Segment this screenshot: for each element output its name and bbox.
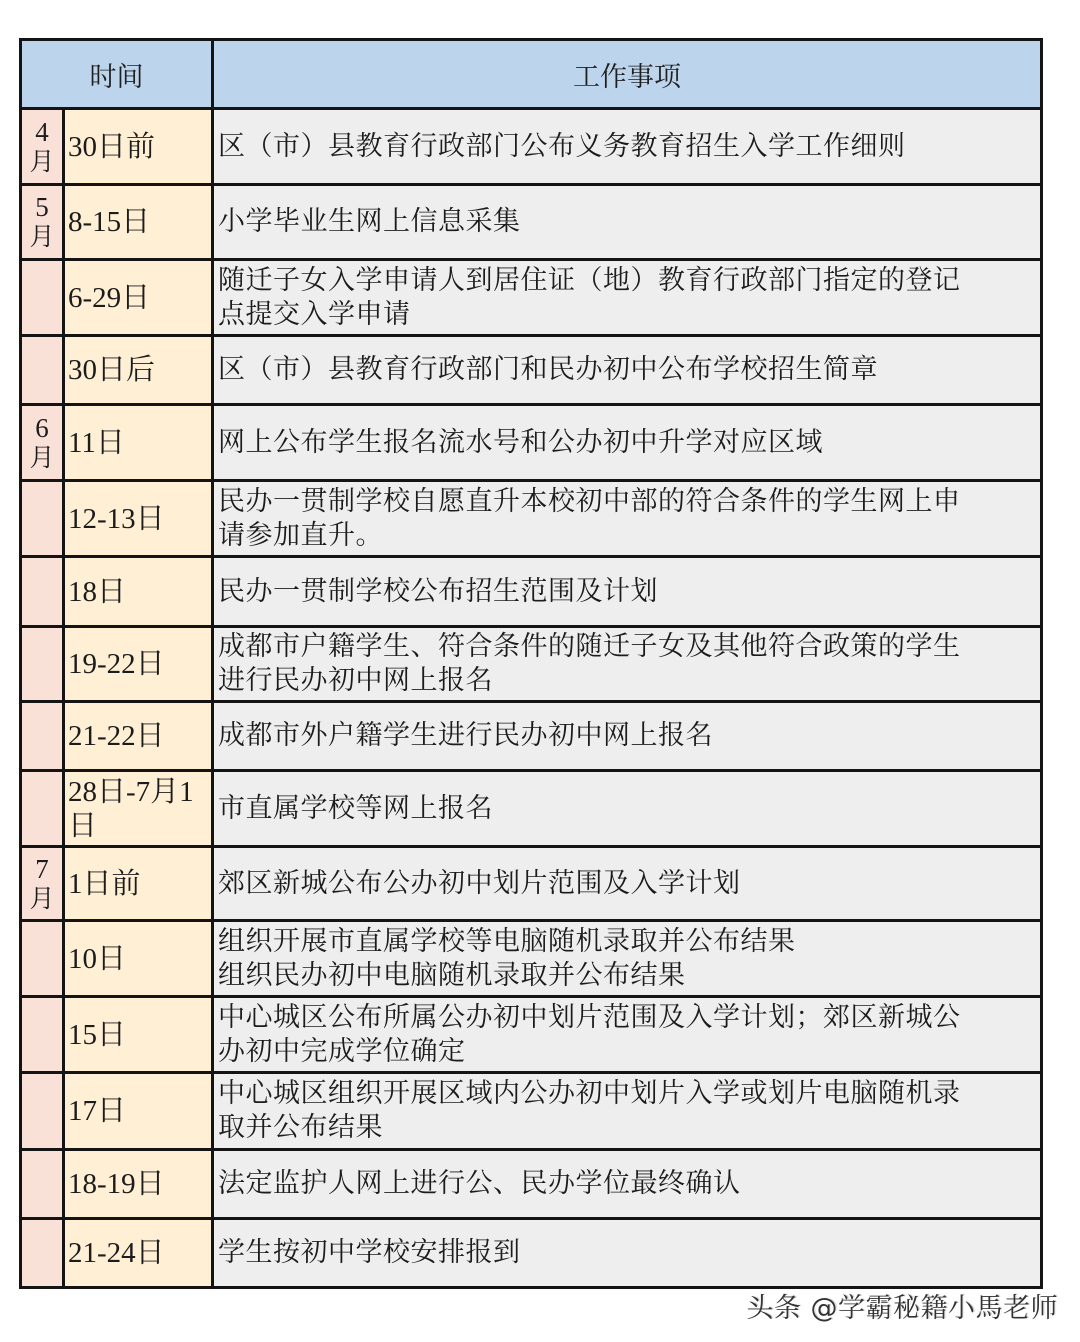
table-row (21, 997, 1042, 1073)
month-cell (21, 185, 64, 260)
month-cell (21, 557, 64, 627)
task-line: 民办一贯制学校自愿直升本校初中部的符合条件的学生网上申 (218, 485, 961, 517)
task-line: 区（市）县教育行政部门公布义务教育招生入学工作细则 (218, 130, 906, 162)
date-cell: 8-15日 (64, 185, 213, 260)
task-line: 点提交入学申请 (218, 298, 411, 330)
task-line: 取并公布结果 (218, 1112, 383, 1143)
month-label: 月 (29, 146, 55, 176)
watermark: 头条 @学霸秘籍小馬老师 (746, 1293, 1058, 1324)
date-cell: 21-22日 (64, 702, 213, 771)
table-row (21, 1150, 1042, 1219)
task-cell (213, 702, 1042, 771)
table-row (21, 481, 1042, 557)
task-cell (213, 557, 1042, 627)
task-line: 组织民办初中电脑随机录取并公布结果 (218, 959, 686, 991)
header-task: 工作事项 (213, 40, 1042, 109)
month-number: 6 (35, 412, 49, 443)
table-row (21, 405, 1042, 481)
table-row (21, 921, 1042, 997)
task-line: 随迁子女入学申请人到居住证（地）教育行政部门指定的登记 (218, 264, 961, 296)
task-line: 小学毕业生网上信息采集 (218, 206, 521, 237)
date-cell: 6-29日 (64, 260, 213, 336)
date-cell: 12-13日 (64, 481, 213, 557)
table-row (21, 702, 1042, 771)
task-line: 民办一贯制学校公布招生范围及计划 (218, 575, 658, 607)
task-cell (213, 847, 1042, 921)
task-cell (213, 771, 1042, 847)
date-cell: 30日前 (64, 109, 213, 185)
task-cell (213, 185, 1042, 260)
date-cell: 18日 (64, 557, 213, 627)
task-line: 办初中完成学位确定 (218, 1035, 466, 1067)
date-cell: 15日 (64, 997, 213, 1073)
month-cell (21, 405, 64, 481)
date-cell: 17日 (64, 1073, 213, 1150)
month-cell (21, 109, 64, 185)
task-cell (213, 997, 1042, 1073)
date-cell: 28日-7月1日 (64, 771, 213, 847)
month-cell (21, 771, 64, 847)
enrollment-schedule-table (19, 38, 1043, 1289)
table-row (21, 109, 1042, 185)
month-cell (21, 702, 64, 771)
month-number: 7 (35, 853, 49, 884)
month-cell (21, 921, 64, 997)
month-cell (21, 260, 64, 336)
task-line: 学生按初中学校安排报到 (218, 1237, 521, 1268)
task-cell (213, 336, 1042, 405)
table-row (21, 336, 1042, 405)
task-line: 郊区新城公布公办初中划片范围及入学计划 (218, 867, 741, 899)
date-cell: 1日前 (64, 847, 213, 921)
task-line: 中心城区组织开展区域内公办初中划片入学或划片电脑随机录 (218, 1078, 961, 1109)
date-cell: 19-22日 (64, 627, 213, 702)
task-cell (213, 481, 1042, 557)
task-line: 进行民办初中网上报名 (218, 665, 493, 696)
task-line: 组织开展市直属学校等电脑随机录取并公布结果 (218, 925, 796, 957)
table-row (21, 627, 1042, 702)
table-row (21, 1219, 1042, 1288)
task-line: 成都市外户籍学生进行民办初中网上报名 (218, 720, 713, 751)
table-row (21, 847, 1042, 921)
date-cell: 30日后 (64, 336, 213, 405)
task-cell (213, 260, 1042, 336)
month-label: 月 (29, 442, 55, 472)
month-cell (21, 847, 64, 921)
date-cell: 18-19日 (64, 1150, 213, 1219)
task-cell (213, 1150, 1042, 1219)
date-cell: 21-24日 (64, 1219, 213, 1288)
month-label: 月 (29, 883, 55, 913)
month-cell (21, 1219, 64, 1288)
task-cell (213, 1073, 1042, 1150)
month-cell (21, 1073, 64, 1150)
month-label: 月 (29, 222, 55, 251)
task-line: 网上公布学生报名流水号和公办初中升学对应区域 (218, 426, 823, 458)
header-row (21, 40, 1042, 109)
task-line: 市直属学校等网上报名 (218, 792, 493, 824)
task-line: 成都市户籍学生、符合条件的随迁子女及其他符合政策的学生 (218, 631, 961, 662)
month-cell (21, 627, 64, 702)
task-line: 中心城区公布所属公办初中划片范围及入学计划；郊区新城公 (218, 1001, 961, 1033)
header-time: 时间 (21, 40, 213, 109)
date-cell: 11日 (64, 405, 213, 481)
month-cell (21, 336, 64, 405)
task-cell (213, 921, 1042, 997)
month-cell (21, 481, 64, 557)
table-row (21, 185, 1042, 260)
task-line: 请参加直升。 (218, 519, 383, 551)
task-cell (213, 109, 1042, 185)
month-cell (21, 997, 64, 1073)
table-row (21, 260, 1042, 336)
date-cell: 10日 (64, 921, 213, 997)
task-line: 区（市）县教育行政部门和民办初中公布学校招生简章 (218, 354, 878, 385)
month-cell (21, 1150, 64, 1219)
table-row (21, 557, 1042, 627)
task-cell (213, 1219, 1042, 1288)
table-body (21, 109, 1042, 1288)
table-row (21, 1073, 1042, 1150)
month-number: 4 (35, 116, 49, 147)
task-cell (213, 405, 1042, 481)
task-line: 法定监护人网上进行公、民办学位最终确认 (218, 1168, 741, 1199)
month-number: 5 (35, 192, 49, 222)
table-row (21, 771, 1042, 847)
task-cell (213, 627, 1042, 702)
